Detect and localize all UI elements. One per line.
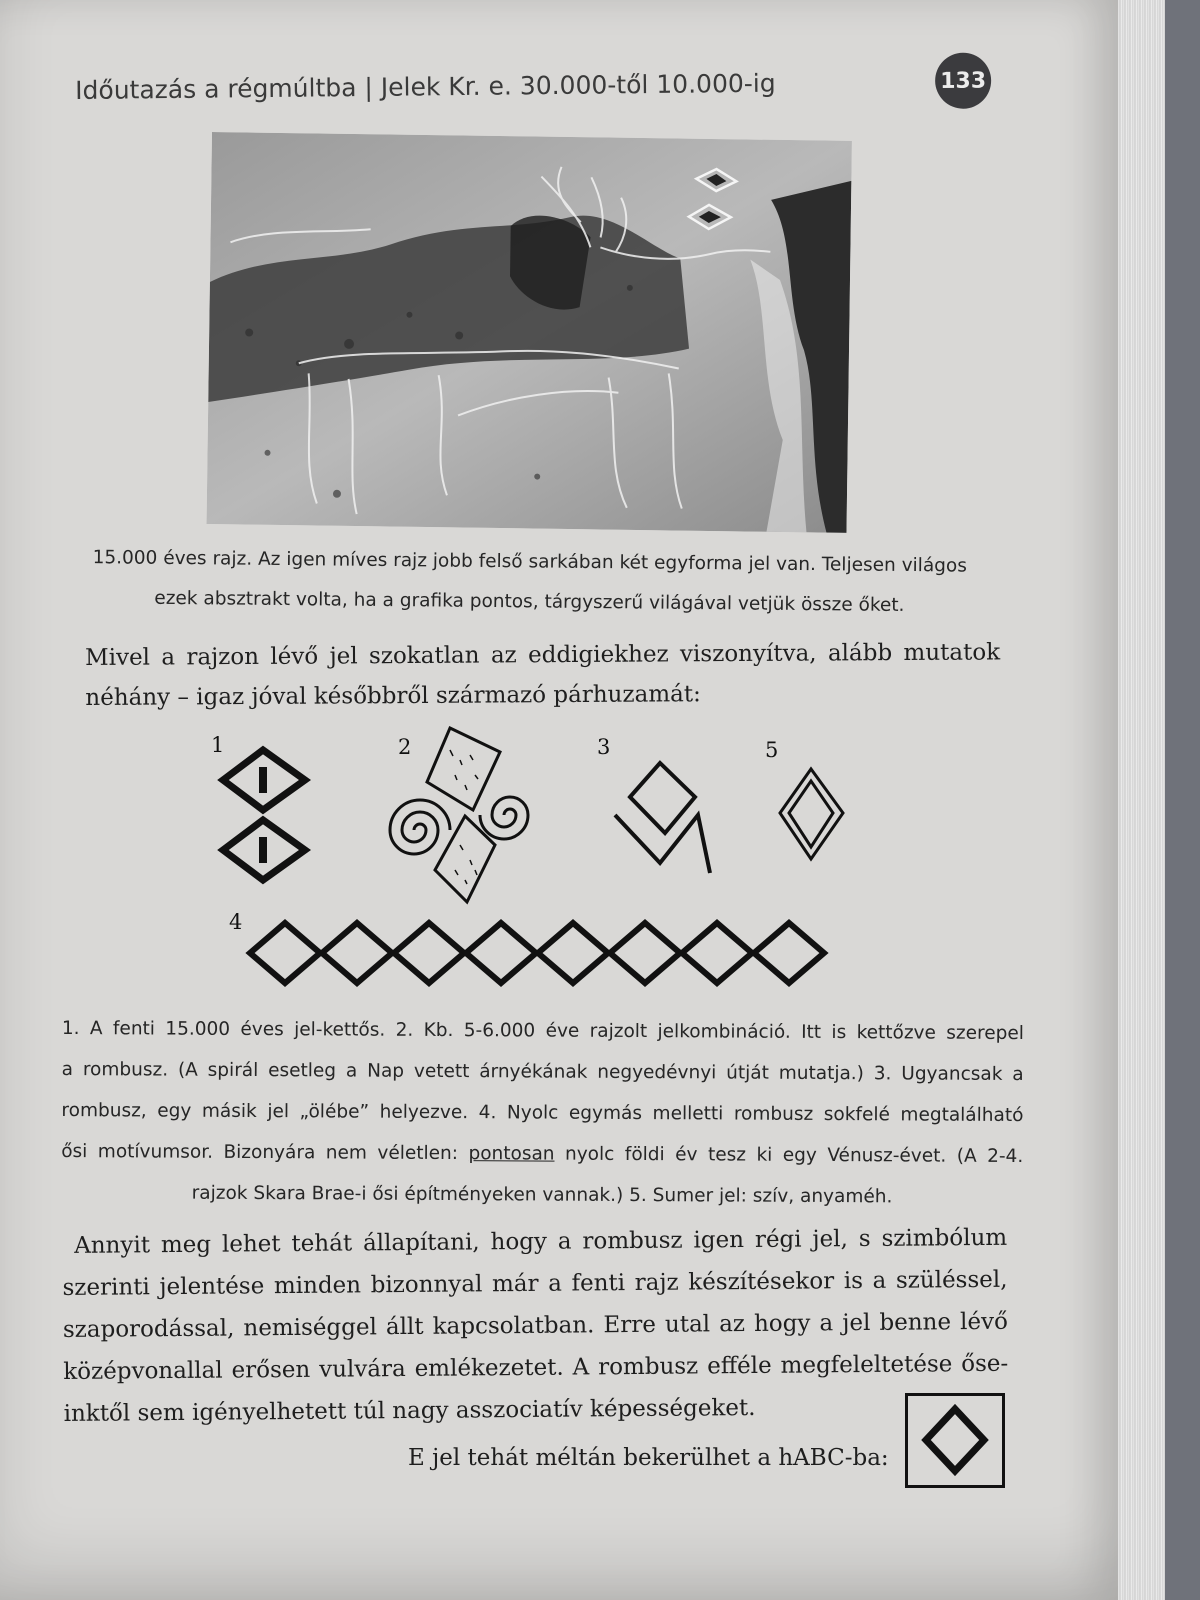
figure-caption-line: rombusz, egy másik jel „ölébe” helyezve. 4. Nyolc egymás melletti rombusz sokfelé megtalálható — [61, 1099, 1024, 1127]
conclusion-line: középvonallal erősen vulvára emlékezetet. A rombusz efféle megfeleltetése őse- — [63, 1350, 1009, 1385]
figure-label-4: 4 — [229, 910, 243, 934]
conclusion-line: szaporodással, nemiséggel állt kapcsolatban. Erre utal az hogy a jel benne lévő — [62, 1308, 1008, 1343]
figure-label-5: 5 — [765, 738, 779, 762]
underlined-word: pontosan — [468, 1143, 555, 1165]
sign-1-rhombus-pair — [215, 745, 315, 890]
figure-caption-line: a rombusz. (A spirál esetleg a Nap vetett árnyékának negyedévnyi útját mutatja.) 3. Ugyancsak a — [61, 1058, 1024, 1086]
cave-engraving-photo — [207, 132, 852, 533]
sign-2-spiral-combination — [365, 720, 560, 910]
figure-caption — [61, 1008, 1024, 1218]
background — [1165, 0, 1200, 1600]
conclusion-line: inktől sem igényelhetett túl nagy asszociatív képességeket. — [63, 1394, 756, 1427]
figure-label-1: 1 — [211, 733, 225, 757]
photo-caption-line: 15.000 éves rajz. Az igen míves rajz jobb felső sarkában két egyforma jel van. Teljesen világos — [92, 547, 968, 577]
figure-label-3: 3 — [597, 735, 611, 759]
figure-label-2: 2 — [398, 735, 412, 759]
intro-line: néhány – igaz jóval későbbről származó párhuzamát: — [85, 681, 701, 711]
intro-paragraph — [85, 632, 1000, 718]
page-number-badge: 133 — [935, 52, 992, 109]
sign-5-sumerian-rhombus — [775, 765, 850, 865]
conclusion-paragraph — [62, 1217, 1009, 1435]
final-sentence: E jel tehát méltán bekerülhet a hABC-ba: — [408, 1445, 889, 1471]
photo-caption-line: ezek absztrakt volta, ha a grafika pontos, tárgyszerű világával vetjük össze őket. — [154, 587, 905, 616]
sign-3-rhombus-in-sign — [610, 755, 730, 880]
photo-caption — [74, 538, 985, 627]
header-title: Időutazás a régmúltba | Jelek Kr. e. 30.000-től 10.000-ig — [75, 68, 776, 105]
sign-4-rhombus-row — [245, 918, 835, 988]
figure-caption-line: rajzok Skara Brae-i ősi építményeken vannak.) 5. Sumer jel: szív, anyaméh. — [191, 1182, 893, 1208]
intro-line: Mivel a rajzon lévő jel szokatlan az eddigiekhez viszonyítva, alább mutatok — [85, 639, 1001, 671]
caption-text: ősi motívumsor. Bizonyára nem véletlen: — [61, 1140, 469, 1165]
figure-caption-line — [61, 1131, 1023, 1177]
figure-caption-line: 1. A fenti 15.000 éves jel-kettős. 2. Kb. 5-6.000 éve rajzolt jelkombináció. Itt is kettőzve szerepel — [61, 1017, 1024, 1045]
caption-text: nyolc földi év tesz ki egy Vénusz-évet. (A 2-4. — [554, 1143, 1024, 1168]
conclusion-line: szerinti jelentése minden bizonnyal már a fenti rajz készítésekor is a szüléssel, — [62, 1266, 1008, 1301]
conclusion-line: Annyit meg lehet tehát állapítani, hogy a rombusz igen régi jel, s szimbólum — [74, 1224, 1008, 1259]
habc-sign-box — [905, 1393, 1005, 1488]
rhombus-sign-icon — [908, 1396, 1002, 1485]
